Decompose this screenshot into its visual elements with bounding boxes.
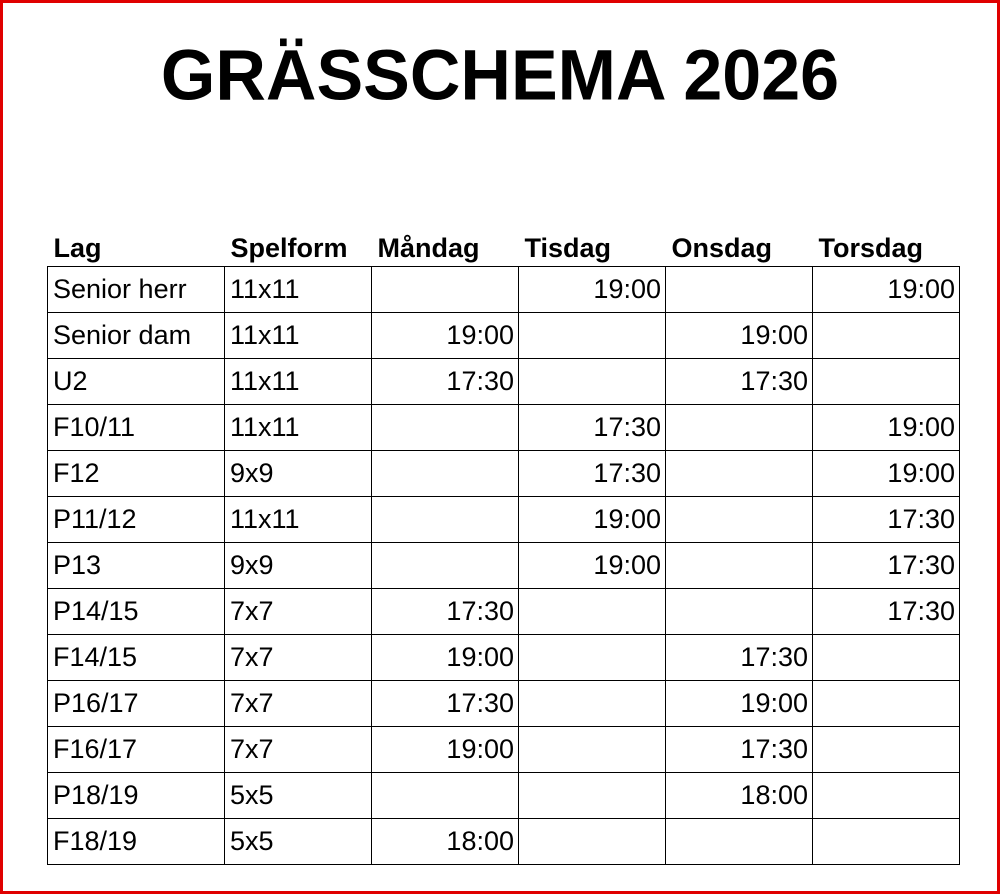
format-cell: 7x7 [225,635,372,681]
tuesday-cell: 19:00 [519,497,666,543]
team-cell: F10/11 [48,405,225,451]
team-cell: F18/19 [48,819,225,865]
tuesday-cell [519,819,666,865]
monday-cell [372,773,519,819]
wednesday-cell: 19:00 [666,681,813,727]
table-row [48,681,960,727]
page-title: GRÄSSCHEMA 2026 [160,35,840,115]
thursday-cell: 19:00 [813,451,960,497]
wednesday-cell [666,451,813,497]
monday-cell: 18:00 [372,819,519,865]
format-cell: 5x5 [225,773,372,819]
wednesday-cell: 19:00 [666,313,813,359]
table-row [48,543,960,589]
format-cell: 5x5 [225,819,372,865]
team-cell: P13 [48,543,225,589]
tuesday-cell: 19:00 [519,543,666,589]
column-header-mandag: Måndag [377,233,480,263]
tuesday-cell [519,313,666,359]
schedule-body [48,267,960,865]
schedule-table [47,226,960,865]
format-cell: 11x11 [225,359,372,405]
format-cell: 7x7 [225,681,372,727]
format-cell: 9x9 [225,451,372,497]
wednesday-cell [666,819,813,865]
tuesday-cell [519,727,666,773]
wednesday-cell: 17:30 [666,635,813,681]
team-cell: F16/17 [48,727,225,773]
wednesday-cell [666,589,813,635]
column-header-tisdag: Tisdag [524,233,612,263]
tuesday-cell [519,773,666,819]
thursday-cell: 19:00 [813,405,960,451]
wednesday-cell: 17:30 [666,359,813,405]
thursday-cell [813,313,960,359]
monday-cell [372,497,519,543]
column-header-onsdag: Onsdag [671,233,773,263]
table-row [48,359,960,405]
format-cell: 11x11 [225,497,372,543]
monday-cell [372,451,519,497]
thursday-cell [813,681,960,727]
monday-cell: 17:30 [372,359,519,405]
team-cell: Senior herr [48,267,225,313]
format-cell: 9x9 [225,543,372,589]
tuesday-cell: 19:00 [519,267,666,313]
header-row [48,226,960,267]
wednesday-cell [666,267,813,313]
thursday-cell [813,635,960,681]
team-cell: P18/19 [48,773,225,819]
tuesday-cell: 17:30 [519,405,666,451]
table-row [48,589,960,635]
monday-cell: 19:00 [372,313,519,359]
monday-cell [372,267,519,313]
column-header-torsdag: Torsdag [818,233,924,263]
thursday-cell [813,819,960,865]
format-cell: 7x7 [225,727,372,773]
column-header-spelform: Spelform [230,233,348,263]
monday-cell [372,543,519,589]
tuesday-cell [519,359,666,405]
table-row [48,635,960,681]
tuesday-cell [519,681,666,727]
team-cell: P16/17 [48,681,225,727]
thursday-cell: 17:30 [813,543,960,589]
wednesday-cell: 17:30 [666,727,813,773]
monday-cell [372,405,519,451]
team-cell: P11/12 [48,497,225,543]
monday-cell: 19:00 [372,635,519,681]
thursday-cell [813,773,960,819]
monday-cell: 17:30 [372,589,519,635]
table-row [48,267,960,313]
table-row [48,727,960,773]
thursday-cell: 17:30 [813,589,960,635]
format-cell: 11x11 [225,405,372,451]
table-row [48,819,960,865]
table-row [48,451,960,497]
wednesday-cell [666,405,813,451]
tuesday-cell [519,635,666,681]
team-cell: U2 [48,359,225,405]
team-cell: P14/15 [48,589,225,635]
format-cell: 7x7 [225,589,372,635]
wednesday-cell [666,497,813,543]
thursday-cell: 19:00 [813,267,960,313]
table-row [48,497,960,543]
wednesday-cell: 18:00 [666,773,813,819]
table-row [48,773,960,819]
thursday-cell: 17:30 [813,497,960,543]
team-cell: F14/15 [48,635,225,681]
team-cell: F12 [48,451,225,497]
format-cell: 11x11 [225,313,372,359]
wednesday-cell [666,543,813,589]
monday-cell: 19:00 [372,727,519,773]
thursday-cell [813,359,960,405]
thursday-cell [813,727,960,773]
table-row [48,313,960,359]
team-cell: Senior dam [48,313,225,359]
monday-cell: 17:30 [372,681,519,727]
table-row [48,405,960,451]
column-header-lag: Lag [53,233,102,263]
tuesday-cell [519,589,666,635]
tuesday-cell: 17:30 [519,451,666,497]
format-cell: 11x11 [225,267,372,313]
